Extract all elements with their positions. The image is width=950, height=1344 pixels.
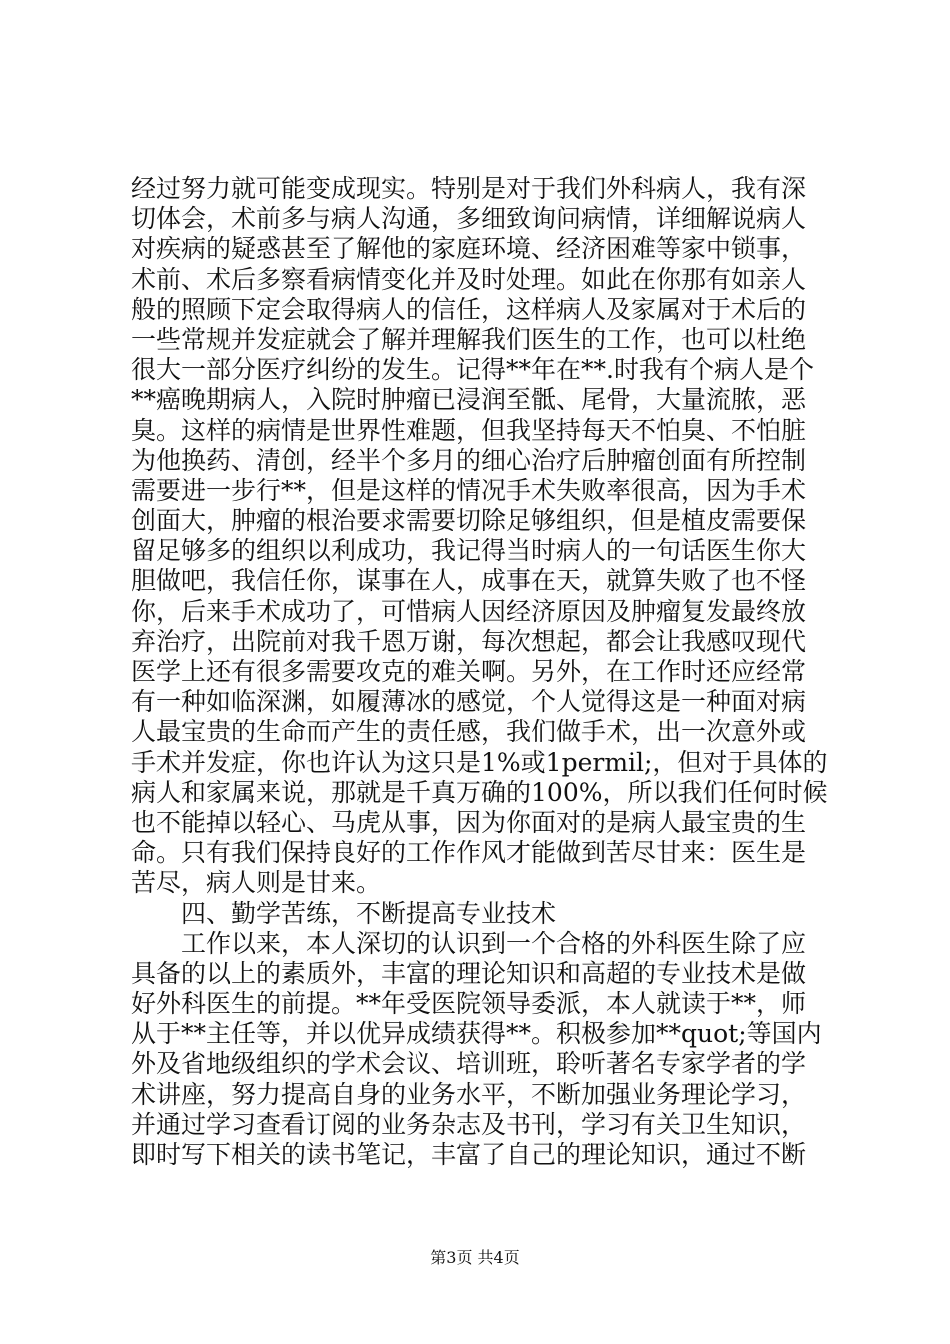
text-line: 留足够多的组织以利成功，我记得当时病人的一句话医生你大 <box>131 536 807 566</box>
text-line: 弃治疗，出院前对我千恩万谢，每次想起，都会让我感叹现代 <box>131 626 807 656</box>
text-line: 命。只有我们保持良好的工作作风才能做到苦尽甘来：医生是 <box>131 838 807 868</box>
text-line: 有一种如临深渊，如履薄冰的感觉，个人觉得这是一种面对病 <box>131 687 807 717</box>
text-line: 很大一部分医疗纠纷的发生。记得**年在**.时我有个病人是个 <box>131 355 814 385</box>
section-heading: 四、勤学苦练，不断提高专业技术 <box>181 898 557 928</box>
text-line: 创面大，肿瘤的根治要求需要切除足够组织，但是植皮需要保 <box>131 506 807 536</box>
text-line: 从于**主任等，并以优异成绩获得**。积极参加**quot;等国内 <box>131 1019 822 1049</box>
text-line: 般的照顾下定会取得病人的信任，这样病人及家属对于术后的 <box>131 294 807 324</box>
text-line: 手术并发症，你也许认为这只是1%或1permil;，但对于具体的 <box>131 747 828 777</box>
text-line: **癌晚期病人，入院时肿瘤已浸润至骶、尾骨，大量流脓，恶 <box>131 385 807 415</box>
text-line: 对疾病的疑惑甚至了解他的家庭环境、经济困难等家中锁事， <box>131 234 807 264</box>
text-line: 即时写下相关的读书笔记，丰富了自己的理论知识，通过不断 <box>131 1140 807 1169</box>
text-line: 你，后来手术成功了，可惜病人因经济原因及肿瘤复发最终放 <box>131 596 807 626</box>
text-line: 人最宝贵的生命而产生的责任感，我们做手术，出一次意外或 <box>131 717 807 747</box>
text-line: 医学上还有很多需要攻克的难关啊。另外，在工作时还应经常 <box>131 657 807 686</box>
text-line: 术前、术后多察看病情变化并及时处理。如此在你那有如亲人 <box>131 264 807 294</box>
text-line: 切体会，术前多与病人沟通，多细致询问病情，详细解说病人 <box>131 204 807 234</box>
text-line: 并通过学习查看订阅的业务杂志及书刊，学习有关卫生知识， <box>131 1109 807 1139</box>
page-number-footer: 第3页 共4页 <box>430 1248 520 1267</box>
text-line: 为他换药、清创，经半个多月的细心治疗后肿瘤创面有所控制 <box>131 445 807 475</box>
text-line: 好外科医生的前提。**年受医院领导委派，本人就读于**，师 <box>131 989 807 1019</box>
text-line: 经过努力就可能变成现实。特别是对于我们外科病人，我有深 <box>131 174 807 203</box>
text-line: 一些常规并发症就会了解并理解我们医生的工作，也可以杜绝 <box>131 324 807 354</box>
text-line: 需要进一步行**，但是这样的情况手术失败率很高，因为手术 <box>131 475 807 505</box>
text-line: 也不能掉以轻心、马虎从事，因为你面对的是病人最宝贵的生 <box>131 807 807 837</box>
text-line: 苦尽，病人则是甘来。 <box>131 868 382 898</box>
text-line: 具备的以上的素质外，丰富的理论知识和高超的专业技术是做 <box>131 958 807 988</box>
text-line: 病人和家属来说，那就是千真万确的100%，所以我们任何时候 <box>131 777 828 807</box>
text-line: 术讲座，努力提高自身的业务水平，不断加强业务理论学习， <box>131 1079 807 1109</box>
text-line: 臭。这样的病情是世界性难题，但我坚持每天不怕臭、不怕脏 <box>131 415 807 445</box>
text-line: 外及省地级组织的学术会议、培训班，聆听著名专家学者的学 <box>131 1049 807 1079</box>
paragraph-start-line: 工作以来，本人深切的认识到一个合格的外科医生除了应 <box>181 928 807 958</box>
text-line: 胆做吧，我信任你，谋事在人，成事在天，就算失败了也不怪 <box>131 566 807 596</box>
body-text <box>131 174 831 1170</box>
